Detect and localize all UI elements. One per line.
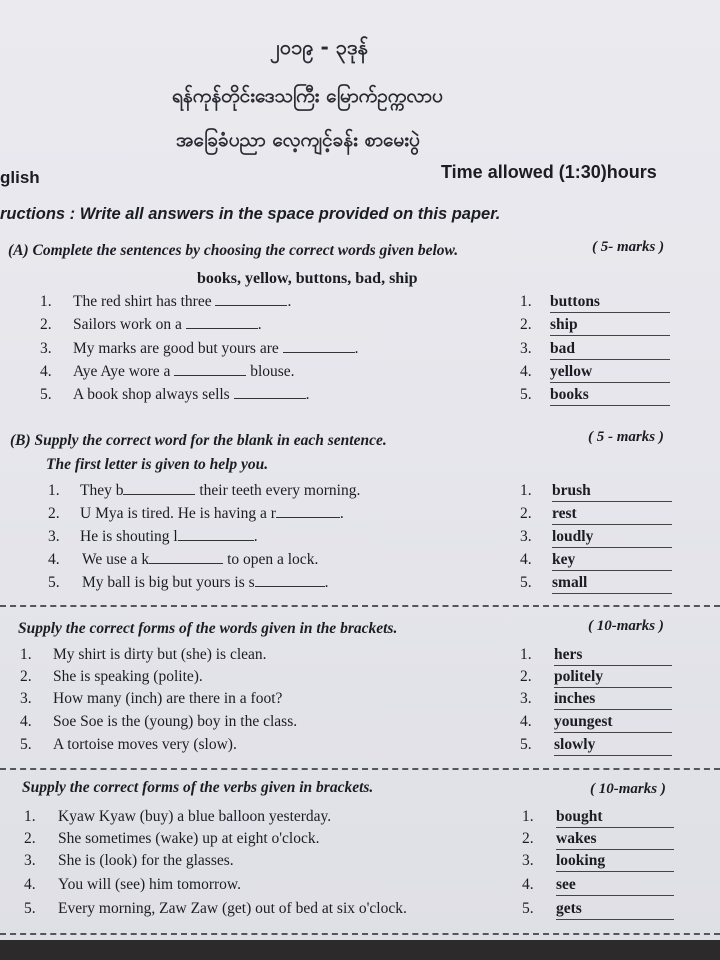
answer-number: 3. [520,340,532,357]
answer-field[interactable]: buttons [550,293,670,313]
item-text: U Mya is tired. He is having a r . [80,505,344,522]
item-text: A book shop always sells . [73,386,310,403]
item-text: Soe Soe is the (young) boy in the class. [53,713,298,730]
item-number: 3. [20,690,32,707]
section-b-item [0,505,720,527]
item-number: 5. [48,574,60,591]
section-divider [0,768,720,770]
school-line: ရန်ကုန်တိုင်းဒေသကြီး မြောက်ဥက္ကလာပ [172,85,443,107]
answer-field[interactable]: small [552,574,672,594]
answer-number: 2. [520,316,532,333]
item-number: 1. [48,482,60,499]
subject-label: glish [0,168,40,187]
answer-field[interactable]: hers [554,646,672,666]
section-c-item [0,690,720,712]
section-d-item [0,876,720,898]
answer-field[interactable]: brush [552,482,672,502]
section-b-marks: ( 5 - marks ) [588,429,664,445]
exam-line: အခြေခံပညာ လေ့ကျင့်ခန်း စာမေးပွဲ [176,129,420,151]
answer-number: 5. [520,386,532,403]
section-b-item [0,574,720,596]
section-b-subheading: The first letter is given to help you. [46,456,269,473]
answer-number: 1. [522,808,534,825]
item-number: 4. [40,363,52,380]
answer-number: 2. [522,830,534,847]
answer-field[interactable]: gets [556,900,674,920]
item-text: The red shirt has three . [73,293,292,310]
section-c-heading: Supply the correct forms of the words given in the brackets. [18,620,398,637]
item-text: Every morning, Zaw Zaw (get) out of bed at six o'clock. [58,900,407,917]
item-text: How many (inch) are there in a foot? [53,690,283,707]
item-text: My ball is big but yours is s . [82,574,329,591]
section-d-heading: Supply the correct forms of the verbs given in brackets. [22,779,374,796]
answer-field[interactable]: rest [552,505,672,525]
section-a-item [0,340,720,362]
item-number: 2. [20,668,32,685]
instructions: ructions : Write all answers in the space provided on this paper. [0,205,501,223]
item-text: Aye Aye wore a blouse. [73,363,295,380]
section-divider [0,933,720,935]
item-number: 1. [24,808,36,825]
section-c-item [0,713,720,735]
item-number: 2. [24,830,36,847]
answer-field[interactable]: youngest [554,713,672,733]
item-number: 3. [24,852,36,869]
section-b-item [0,551,720,573]
answer-number: 1. [520,646,532,663]
answer-field[interactable]: key [552,551,672,571]
section-b-heading: (B) Supply the correct word for the blank in each sentence. [10,432,387,449]
answer-number: 5. [520,574,532,591]
section-c-marks: ( 10-marks ) [588,618,664,634]
section-a-item [0,293,720,315]
item-number: 1. [40,293,52,310]
section-c-item [0,736,720,758]
answer-number: 2. [520,668,532,685]
answer-field[interactable]: bought [556,808,674,828]
answer-field[interactable]: looking [556,852,674,872]
section-a-marks: ( 5- marks ) [592,239,665,255]
item-number: 4. [20,713,32,730]
answer-field[interactable]: bad [550,340,670,360]
item-text: Sailors work on a . [73,316,262,333]
section-c-item [0,646,720,668]
section-a-heading: (A) Complete the sentences by choosing the correct words given below. [8,242,459,259]
answer-field[interactable]: yellow [550,363,670,383]
item-number: 4. [24,876,36,893]
item-text: Kyaw Kyaw (buy) a blue balloon yesterday. [58,808,332,825]
section-d-item [0,900,720,922]
answer-field[interactable]: ship [550,316,670,336]
section-divider [0,605,720,607]
answer-number: 3. [520,690,532,707]
item-text: You will (see) him tomorrow. [58,876,241,893]
item-number: 1. [20,646,32,663]
item-text: They b their teeth every morning. [80,482,361,499]
answer-number: 1. [520,293,532,310]
answer-field[interactable]: books [550,386,670,406]
item-number: 3. [48,528,60,545]
item-text: We use a k to open a lock. [82,551,319,568]
item-number: 5. [20,736,32,753]
item-text: She is (look) for the glasses. [58,852,234,869]
answer-field[interactable]: politely [554,668,672,688]
item-text: She sometimes (wake) up at eight o'clock. [58,830,320,847]
answer-number: 3. [522,852,534,869]
section-a-item [0,386,720,408]
answer-field[interactable]: inches [554,690,672,710]
section-b-item [0,482,720,504]
item-text: A tortoise moves very (slow). [53,736,237,753]
item-number: 4. [48,551,60,568]
answer-field[interactable]: wakes [556,830,674,850]
answer-number: 5. [522,900,534,917]
answer-field[interactable]: slowly [554,736,672,756]
section-d-item [0,808,720,830]
date-line: ၂၀၁၉ - ၃ဒုန် [270,35,368,59]
item-text: He is shouting l . [80,528,258,545]
section-c-item [0,668,720,690]
answer-number: 4. [520,363,532,380]
answer-number: 2. [520,505,532,522]
answer-number: 1. [520,482,532,499]
answer-field[interactable]: see [556,876,674,896]
item-number: 5. [40,386,52,403]
section-b-item [0,528,720,550]
item-number: 2. [48,505,60,522]
section-d-item [0,830,720,852]
item-number: 5. [24,900,36,917]
item-number: 2. [40,316,52,333]
answer-number: 4. [520,713,532,730]
section-a-item [0,363,720,385]
answer-number: 5. [520,736,532,753]
answer-number: 4. [522,876,534,893]
item-text: My shirt is dirty but (she) is clean. [53,646,267,663]
time-allowed: Time allowed (1:30)hours [441,162,657,182]
item-text: My marks are good but yours are . [73,340,359,357]
section-d-item [0,852,720,874]
item-text: She is speaking (polite). [53,668,203,685]
section-a-item [0,316,720,338]
answer-number: 3. [520,528,532,545]
answer-field[interactable]: loudly [552,528,672,548]
word-bank: books, yellow, buttons, bad, ship [197,270,418,287]
item-number: 3. [40,340,52,357]
section-d-marks: ( 10-marks ) [590,781,666,797]
answer-number: 4. [520,551,532,568]
